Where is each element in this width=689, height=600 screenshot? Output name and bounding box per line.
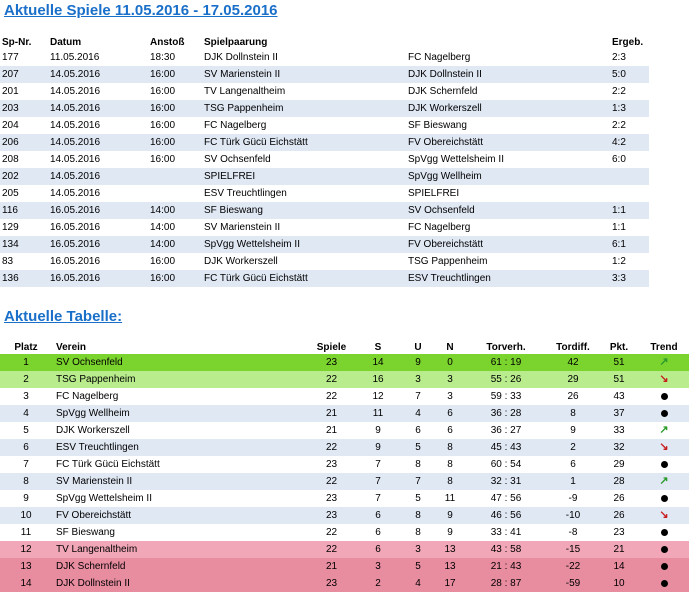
team-position: 2 — [23, 374, 29, 385]
team-wins: 16 — [372, 374, 384, 385]
team-name: SpVgg Wettelsheim II — [56, 493, 152, 504]
team-wins: 7 — [375, 459, 381, 470]
team-name: FV Obereichstätt — [56, 510, 132, 521]
game-away-team: FC Nagelberg — [408, 52, 471, 63]
team-trend — [639, 575, 689, 592]
game-home-team: SpVgg Wettelsheim II — [204, 239, 300, 250]
team-position: 3 — [23, 391, 29, 402]
standings-row — [0, 473, 689, 490]
trend-same-icon — [661, 546, 668, 553]
team-games: 22 — [325, 391, 338, 402]
game-row — [0, 202, 649, 219]
team-losses: 3 — [447, 374, 453, 385]
team-name: DJK Dollnstein II — [56, 578, 130, 589]
game-home-team: SF Bieswang — [204, 205, 263, 216]
team-trend — [639, 473, 689, 490]
team-losses: 9 — [447, 527, 453, 538]
team-games: 22 — [325, 476, 338, 487]
team-losses: 6 — [447, 425, 453, 436]
standings-row — [0, 524, 689, 541]
team-losses: 13 — [444, 544, 456, 555]
trend-down-icon: ↘ — [659, 373, 669, 385]
team-points: 21 — [613, 544, 625, 555]
col-s: S — [374, 341, 382, 353]
team-games: 21 — [325, 425, 338, 436]
team-goal-diff: 26 — [567, 391, 579, 402]
game-away-team: DJK Workerszell — [408, 103, 482, 114]
team-name: FC Nagelberg — [56, 391, 119, 402]
standings-row — [0, 558, 689, 575]
standings-row — [0, 422, 689, 439]
team-goals: 55 : 26 — [490, 374, 522, 385]
trend-up-icon: ↗ — [659, 424, 669, 436]
game-result — [610, 168, 649, 185]
col-pkt: Pkt. — [609, 341, 629, 353]
game-date: 14.05.2016 — [50, 86, 101, 97]
team-position: 14 — [20, 578, 32, 589]
game-home-team: FC Türk Gücü Eichstätt — [204, 137, 308, 148]
game-away-team: DJK Schernfeld — [408, 86, 478, 97]
games-table — [0, 36, 649, 287]
team-position: 7 — [23, 459, 29, 470]
team-draws: 8 — [415, 527, 421, 538]
game-time: 14:00 — [150, 222, 176, 233]
game-date: 11.05.2016 — [50, 52, 100, 63]
game-time: 14:00 — [150, 239, 176, 250]
game-home-team: ESV Treuchtlingen — [204, 188, 287, 199]
team-draws: 5 — [415, 442, 421, 453]
games-header-row — [0, 36, 649, 49]
game-nr: 203 — [2, 103, 19, 114]
team-games: 23 — [325, 493, 338, 504]
team-wins: 6 — [375, 544, 381, 555]
game-date: 16.05.2016 — [50, 256, 101, 267]
team-losses: 8 — [447, 476, 453, 487]
game-home-team: DJK Workerszell — [204, 256, 278, 267]
team-goals: 21 : 43 — [490, 561, 522, 572]
game-nr: 136 — [2, 273, 19, 284]
standings-row — [0, 490, 689, 507]
team-losses: 6 — [447, 408, 453, 419]
team-position: 6 — [23, 442, 29, 453]
standings-row — [0, 354, 689, 371]
game-result: 2:2 — [612, 86, 626, 97]
game-time: 16:00 — [150, 103, 176, 114]
team-games: 23 — [325, 510, 338, 521]
game-date: 14.05.2016 — [50, 103, 101, 114]
standings-row — [0, 371, 689, 388]
game-nr: 204 — [2, 120, 19, 131]
team-trend — [639, 558, 689, 575]
team-goal-diff: -8 — [568, 527, 578, 538]
team-trend — [639, 524, 689, 541]
game-nr: 206 — [2, 137, 19, 148]
game-time: 16:00 — [150, 154, 176, 165]
game-home-team: TV Langenaltheim — [204, 86, 286, 97]
game-home-team: FC Türk Gücü Eichstätt — [204, 273, 308, 284]
team-points: 43 — [613, 391, 625, 402]
team-wins: 12 — [372, 391, 384, 402]
game-nr: 177 — [2, 52, 19, 63]
standings-row — [0, 541, 689, 558]
team-wins: 2 — [375, 578, 381, 589]
game-nr: 134 — [2, 239, 19, 250]
trend-same-icon — [661, 563, 668, 570]
team-goals: 36 : 27 — [490, 425, 522, 436]
team-games: 22 — [325, 527, 338, 538]
team-games: 21 — [325, 561, 338, 572]
team-position: 5 — [23, 425, 29, 436]
team-wins: 6 — [375, 527, 381, 538]
game-result: 2:3 — [612, 52, 626, 63]
game-row — [0, 49, 649, 66]
team-points: 26 — [613, 493, 625, 504]
standings-row — [0, 439, 689, 456]
team-goal-diff: 6 — [570, 459, 576, 470]
team-draws: 5 — [415, 561, 421, 572]
game-row — [0, 236, 649, 253]
game-home-team: DJK Dollnstein II — [204, 52, 278, 63]
game-away-team: SpVgg Wellheim — [408, 171, 482, 182]
game-date: 14.05.2016 — [50, 171, 101, 182]
team-games: 22 — [325, 442, 338, 453]
team-draws: 4 — [415, 408, 421, 419]
game-nr: 208 — [2, 154, 19, 165]
game-row — [0, 253, 649, 270]
team-goals: 46 : 56 — [490, 510, 522, 521]
team-wins: 7 — [375, 493, 381, 504]
team-losses: 0 — [447, 357, 453, 368]
game-result: 1:1 — [612, 205, 626, 216]
game-away-team: SpVgg Wettelsheim II — [408, 154, 504, 165]
games-title: Aktuelle Spiele 11.05.2016 - 17.05.2016 — [4, 2, 278, 19]
col-torverh: Torverh. — [486, 341, 526, 353]
team-draws: 7 — [415, 476, 421, 487]
game-result: 5:0 — [612, 69, 626, 80]
team-draws: 6 — [415, 425, 421, 436]
team-goal-diff: 42 — [567, 357, 579, 368]
team-goals: 28 : 87 — [490, 578, 522, 589]
game-away-team: SPIELFREI — [408, 188, 460, 199]
team-name: ESV Treuchtlingen — [56, 442, 139, 453]
team-goal-diff: -15 — [565, 544, 581, 555]
trend-same-icon — [661, 495, 668, 502]
team-points: 29 — [613, 459, 625, 470]
team-trend — [639, 490, 689, 507]
game-row — [0, 66, 649, 83]
col-spiele: Spiele — [316, 341, 347, 353]
game-row — [0, 185, 649, 202]
game-row — [0, 270, 649, 287]
team-games: 23 — [325, 357, 338, 368]
team-goal-diff: 2 — [570, 442, 576, 453]
team-goal-diff: 8 — [570, 408, 576, 419]
team-goals: 45 : 43 — [490, 442, 522, 453]
col-anstoss: Anstoß — [150, 37, 185, 48]
col-spielpaarung: Spielpaarung — [204, 37, 268, 48]
game-date: 14.05.2016 — [50, 154, 101, 165]
team-trend — [639, 439, 689, 456]
team-name: SV Marienstein II — [56, 476, 133, 487]
team-position: 12 — [20, 544, 32, 555]
team-goals: 36 : 28 — [490, 408, 522, 419]
team-trend — [639, 388, 689, 405]
game-date: 16.05.2016 — [50, 205, 101, 216]
team-trend — [639, 354, 689, 371]
team-losses: 17 — [444, 578, 456, 589]
col-ergebnis: Ergeb. — [612, 37, 644, 48]
trend-down-icon: ↘ — [659, 509, 669, 521]
game-nr: 207 — [2, 69, 19, 80]
team-draws: 4 — [415, 578, 421, 589]
game-time: 16:00 — [150, 273, 176, 284]
col-tordiff: Tordiff. — [556, 341, 590, 353]
team-games: 22 — [325, 544, 338, 555]
team-losses: 8 — [447, 442, 453, 453]
team-position: 9 — [23, 493, 29, 504]
col-verein: Verein — [56, 341, 87, 353]
team-goals: 32 : 31 — [490, 476, 522, 487]
team-draws: 8 — [415, 459, 421, 470]
team-goal-diff: -9 — [568, 493, 578, 504]
standings-row — [0, 456, 689, 473]
team-games: 23 — [325, 459, 338, 470]
game-away-team: FV Obereichstätt — [408, 239, 484, 250]
game-time: 16:00 — [150, 120, 176, 131]
game-away-team: SV Ochsenfeld — [408, 205, 475, 216]
game-result: 1:1 — [612, 222, 626, 233]
team-points: 28 — [613, 476, 625, 487]
game-date: 14.05.2016 — [50, 69, 101, 80]
trend-same-icon — [661, 410, 668, 417]
team-position: 1 — [23, 357, 29, 368]
team-losses: 13 — [444, 561, 456, 572]
col-n: N — [446, 341, 454, 353]
game-time: 18:30 — [150, 52, 176, 63]
game-away-team: ESV Treuchtlingen — [408, 273, 491, 284]
trend-up-icon: ↗ — [659, 475, 669, 487]
team-draws: 8 — [415, 510, 421, 521]
game-time — [148, 185, 202, 202]
col-platz: Platz — [14, 341, 38, 353]
team-losses: 8 — [447, 459, 453, 470]
team-trend — [639, 507, 689, 524]
game-nr: 201 — [2, 86, 19, 97]
game-time: 16:00 — [150, 69, 176, 80]
team-points: 37 — [613, 408, 625, 419]
team-name: SF Bieswang — [56, 527, 115, 538]
team-name: SpVgg Wellheim — [56, 408, 130, 419]
team-position: 8 — [23, 476, 29, 487]
game-home-team: SPIELFREI — [204, 171, 256, 182]
standings-row — [0, 405, 689, 422]
team-points: 33 — [613, 425, 625, 436]
team-points: 51 — [613, 374, 625, 385]
game-row — [0, 168, 649, 185]
team-points: 26 — [613, 510, 625, 521]
team-wins: 11 — [372, 408, 384, 419]
game-date: 14.05.2016 — [50, 120, 101, 131]
team-games: 21 — [325, 408, 338, 419]
game-date: 16.05.2016 — [50, 239, 101, 250]
game-date: 14.05.2016 — [50, 188, 101, 199]
standings-header-row — [0, 340, 689, 354]
game-result: 1:3 — [612, 103, 626, 114]
trend-same-icon — [661, 580, 668, 587]
team-goal-diff: -22 — [565, 561, 581, 572]
col-u: U — [414, 341, 422, 353]
trend-up-icon: ↗ — [659, 356, 669, 368]
game-nr: 116 — [2, 205, 18, 216]
team-games: 22 — [325, 374, 338, 385]
team-trend — [639, 456, 689, 473]
team-trend — [639, 405, 689, 422]
team-losses: 9 — [447, 510, 453, 521]
game-nr: 129 — [2, 222, 19, 233]
game-nr: 83 — [2, 256, 14, 267]
col-trend: Trend — [650, 341, 678, 353]
game-time: 16:00 — [150, 256, 176, 267]
team-draws: 9 — [415, 357, 421, 368]
team-goal-diff: -59 — [565, 578, 581, 589]
game-away-team: TSG Pappenheim — [408, 256, 488, 267]
team-trend — [639, 541, 689, 558]
game-away-team: FV Obereichstätt — [408, 137, 484, 148]
trend-same-icon — [661, 529, 668, 536]
team-goal-diff: 9 — [570, 425, 576, 436]
team-points: 23 — [613, 527, 625, 538]
trend-down-icon: ↘ — [659, 441, 669, 453]
game-result — [610, 185, 649, 202]
team-points: 10 — [613, 578, 625, 589]
team-draws: 7 — [415, 391, 421, 402]
game-row — [0, 134, 649, 151]
trend-same-icon — [661, 393, 668, 400]
team-name: TSG Pappenheim — [56, 374, 136, 385]
game-result: 6:0 — [612, 154, 626, 165]
team-trend — [639, 422, 689, 439]
game-home-team: SV Marienstein II — [204, 222, 281, 233]
game-home-team: SV Marienstein II — [204, 69, 281, 80]
game-result: 2:2 — [612, 120, 626, 131]
team-position: 11 — [20, 527, 32, 538]
team-goals: 60 : 54 — [490, 459, 522, 470]
team-draws: 3 — [415, 544, 421, 555]
col-spnr: Sp-Nr. — [2, 37, 32, 48]
team-goals: 59 : 33 — [490, 391, 522, 402]
team-wins: 9 — [375, 425, 381, 436]
game-home-team: FC Nagelberg — [204, 120, 267, 131]
team-draws: 3 — [415, 374, 421, 385]
team-wins: 6 — [375, 510, 381, 521]
table-title: Aktuelle Tabelle: — [4, 308, 123, 325]
game-date: 14.05.2016 — [50, 137, 101, 148]
game-result: 1:2 — [612, 256, 626, 267]
team-goals: 43 : 58 — [490, 544, 522, 555]
col-away — [406, 36, 610, 49]
game-away-team: SF Bieswang — [408, 120, 467, 131]
team-wins: 3 — [375, 561, 381, 572]
team-name: DJK Schernfeld — [56, 561, 126, 572]
game-row — [0, 219, 649, 236]
game-row — [0, 151, 649, 168]
team-position: 13 — [20, 561, 32, 572]
game-home-team: TSG Pappenheim — [204, 103, 284, 114]
team-goals: 33 : 41 — [490, 527, 522, 538]
team-games: 23 — [325, 578, 338, 589]
game-time — [148, 168, 202, 185]
team-position: 10 — [20, 510, 32, 521]
game-result: 6:1 — [612, 239, 626, 250]
game-home-team: SV Ochsenfeld — [204, 154, 271, 165]
team-points: 51 — [613, 357, 625, 368]
team-position: 4 — [23, 408, 29, 419]
team-trend — [639, 371, 689, 388]
game-time: 14:00 — [150, 205, 176, 216]
team-wins: 7 — [375, 476, 381, 487]
standings-row — [0, 507, 689, 524]
standings-table — [0, 340, 689, 592]
game-away-team: DJK Dollnstein II — [408, 69, 482, 80]
team-losses: 11 — [444, 493, 456, 504]
team-points: 32 — [613, 442, 625, 453]
team-losses: 3 — [447, 391, 453, 402]
game-away-team: FC Nagelberg — [408, 222, 471, 233]
team-name: DJK Workerszell — [56, 425, 130, 436]
game-nr: 205 — [2, 188, 19, 199]
team-wins: 14 — [372, 357, 384, 368]
game-date: 16.05.2016 — [50, 222, 101, 233]
game-result: 4:2 — [612, 137, 626, 148]
team-name: SV Ochsenfeld — [56, 357, 123, 368]
team-goal-diff: 29 — [567, 374, 579, 385]
game-row — [0, 83, 649, 100]
game-time: 16:00 — [150, 86, 176, 97]
team-wins: 9 — [375, 442, 381, 453]
team-name: TV Langenaltheim — [56, 544, 138, 555]
game-nr: 202 — [2, 171, 19, 182]
game-date: 16.05.2016 — [50, 273, 101, 284]
col-datum: Datum — [50, 37, 82, 48]
team-draws: 5 — [415, 493, 421, 504]
team-points: 14 — [613, 561, 625, 572]
game-time: 16:00 — [150, 137, 176, 148]
game-row — [0, 100, 649, 117]
team-name: FC Türk Gücü Eichstätt — [56, 459, 160, 470]
team-goals: 61 : 19 — [490, 357, 522, 368]
standings-row — [0, 388, 689, 405]
standings-row — [0, 575, 689, 592]
team-goals: 47 : 56 — [490, 493, 522, 504]
game-result: 3:3 — [612, 273, 626, 284]
team-goal-diff: 1 — [570, 476, 576, 487]
team-goal-diff: -10 — [565, 510, 581, 521]
trend-same-icon — [661, 461, 668, 468]
game-row — [0, 117, 649, 134]
